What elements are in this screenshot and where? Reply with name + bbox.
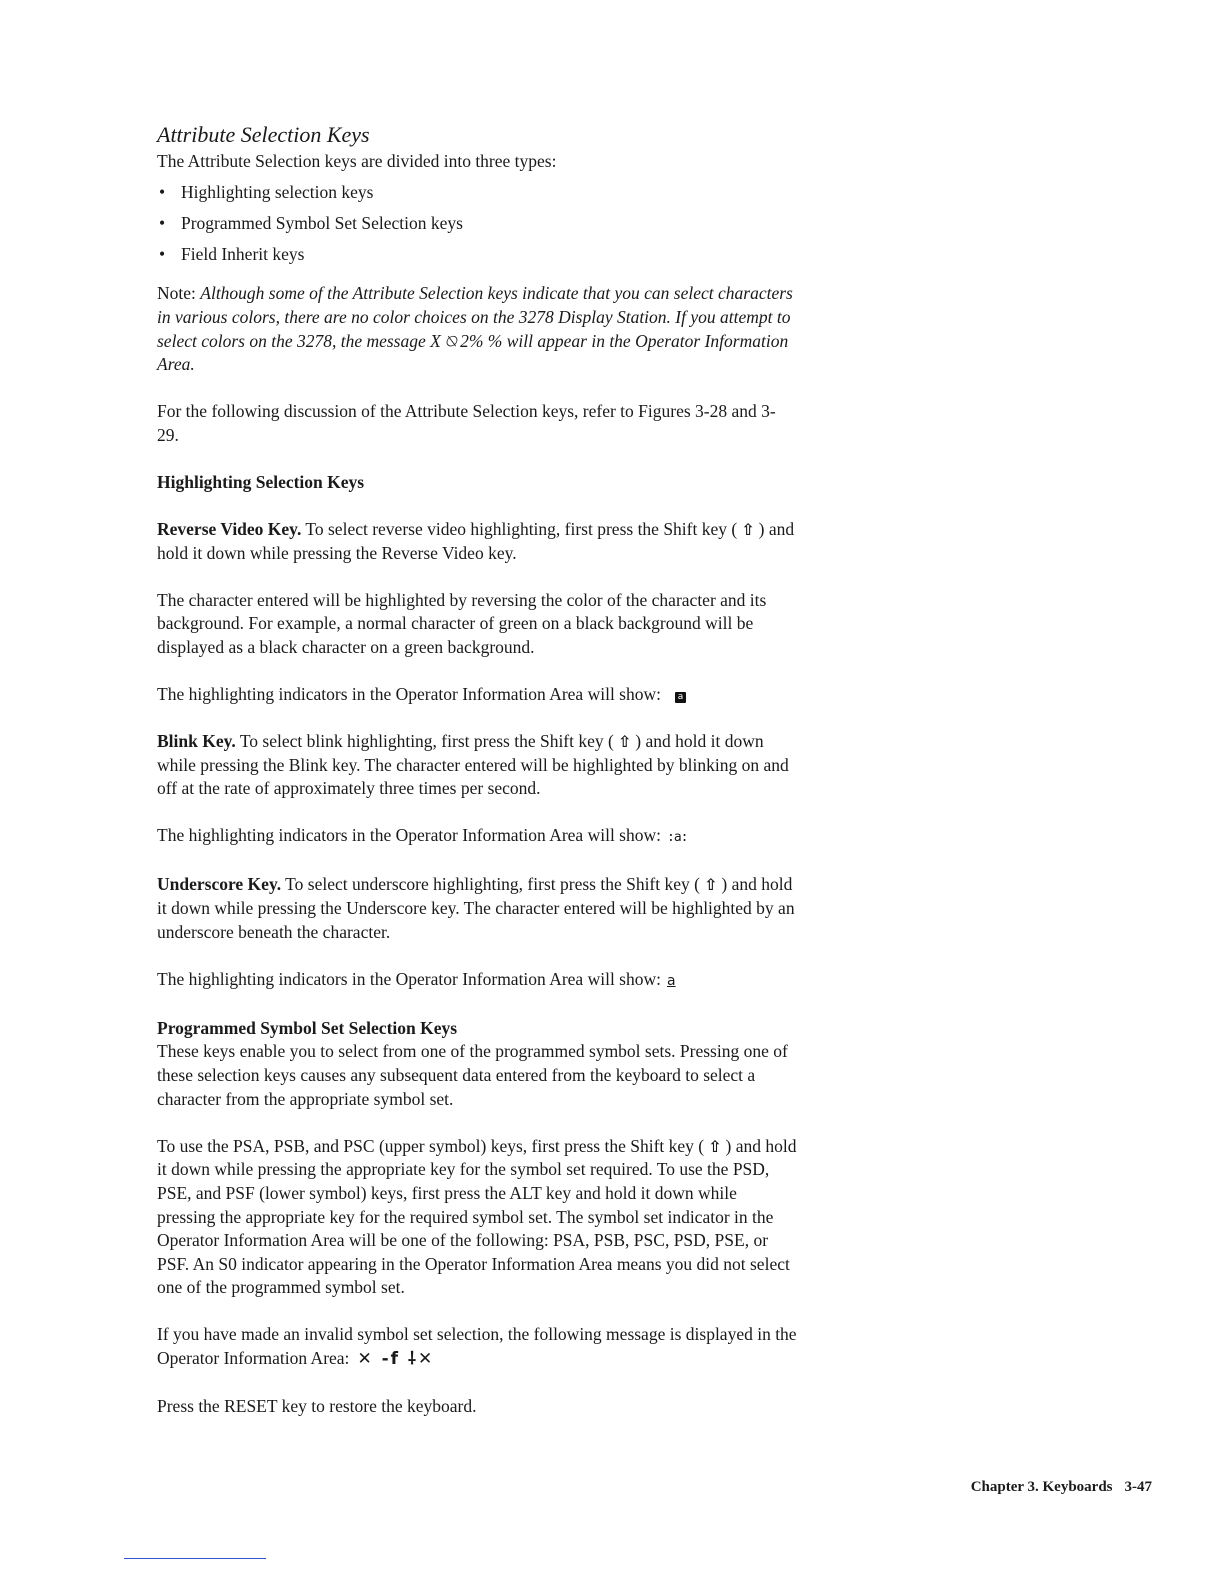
- discussion-paragraph: For the following discussion of the Attribute Selection keys, refer to Figures 3-28 and 3-29.: [157, 401, 776, 445]
- shift-key-icon: ⇧: [741, 520, 755, 540]
- reverse-video-paragraph: [157, 518, 797, 565]
- reverse-video-text-a: To select reverse video highlighting, first press the Shift key (: [305, 519, 738, 540]
- list-item: • Highlighting selection keys: [157, 181, 797, 205]
- footer-chapter: Chapter 3. Keyboards: [970, 1479, 1113, 1495]
- page-footer: [971, 1479, 1152, 1496]
- underscore-key-label: Underscore Key.: [157, 874, 282, 895]
- pss-paragraph-1: These keys enable you to select from one of the programmed symbol sets. Pressing one of these selection keys causes any subsequent data entered from the keyboard to select a character from the appropriate symbol set.: [157, 1041, 788, 1109]
- shift-key-icon: ⇧: [703, 875, 718, 895]
- pss-text-b: ) and hold it down while pressing the appropriate key for the symbol set required. To use the PSD, PSE, and PSF (lower symbol) keys, first press the ALT key and hold it down while pressing the appropriate key for the required symbol set. The symbol set indicator in the Operator Information Area will be one of the following: PSA, PSB, PSC, PSD, PSE, or PSF. An S0 indicator appearing in the Operator Information Area means you did not select one of the programmed symbol set.: [157, 1135, 797, 1298]
- blink-indicator-line: [157, 824, 797, 850]
- underscore-text-a: To select underscore highlighting, first press the Shift key (: [285, 874, 700, 895]
- underscore-indicator-text: The highlighting indicators in the Operator Information Area will show:: [157, 968, 661, 989]
- shift-key-icon: ⇧: [708, 1136, 722, 1156]
- blink-text-a: To select blink highlighting, first press the Shift key (: [239, 731, 614, 752]
- invalid-selection-message-icon: ✕ -f ⸸✕: [357, 1348, 435, 1369]
- pss-paragraph-4: Press the RESET key to restore the keyboard.: [157, 1396, 477, 1417]
- underscore-text-b: ) and hold it down while pressing the Underscore key. The character entered will be highlighted by an underscore beneath the character.: [157, 874, 795, 942]
- pss-heading: Programmed Symbol Set Selection Keys: [157, 1017, 458, 1038]
- list-item: • Field Inherit keys: [157, 243, 797, 267]
- pss-paragraph-2: [157, 1135, 797, 1300]
- blink-paragraph: [157, 730, 797, 801]
- reverse-indicator-text: The highlighting indicators in the Operator Information Area will show:: [157, 684, 661, 704]
- list-item: • Programmed Symbol Set Selection keys: [157, 212, 797, 236]
- blink-key-label: Blink Key.: [157, 731, 236, 752]
- highlighting-heading: Highlighting Selection Keys: [157, 471, 365, 492]
- note-paragraph: [157, 282, 797, 376]
- underscore-paragraph: [157, 873, 797, 944]
- note-label: Note:: [157, 283, 196, 304]
- pss-paragraph-3: [157, 1323, 797, 1371]
- reverse-video-detail: The character entered will be highlighted by reversing the color of the character and its background. For example, a normal character of green on a black background will be displayed as a black character on a green background.: [157, 589, 767, 657]
- reverse-video-text-b: ) and hold it down while pressing the Reverse Video key.: [157, 519, 795, 563]
- document-page: [157, 122, 797, 1419]
- reverse-indicator-line: [157, 683, 797, 707]
- bottom-rule: [124, 1558, 266, 1559]
- note-text: Although some of the Attribute Selection keys indicate that you can select characters in various colors, there are no color choices on the 3278 Display Station. If you attempt to select colors on the 3278, the message: [157, 283, 793, 351]
- pss-invalid-text: If you have made an invalid symbol set selection, the following message is displayed in the Operator Information Area:: [157, 1324, 797, 1368]
- note-tail: will appear in the Operator Information Area.: [157, 330, 789, 375]
- pss-text-a: To use the PSA, PSB, and PSC (upper symbol) keys, first press the Shift key (: [157, 1135, 705, 1156]
- blink-indicator-icon: :a:: [667, 830, 688, 846]
- reverse-video-indicator-icon: a: [675, 692, 686, 703]
- underscore-indicator-line: [157, 968, 797, 994]
- note-message: X ⍉ 2% %: [430, 330, 503, 351]
- section-intro: The Attribute Selection keys are divided into three types:: [157, 151, 557, 171]
- blink-indicator-text: The highlighting indicators in the Operator Information Area will show:: [157, 825, 661, 846]
- blink-text-b: ) and hold it down while pressing the Blink key. The character entered will be highlighted by blinking on and off at the rate of approximately three times per second.: [157, 731, 789, 799]
- shift-key-icon: ⇧: [617, 732, 632, 752]
- section-title: Attribute Selection Keys: [157, 122, 370, 147]
- footer-page-number: 3-47: [1124, 1479, 1152, 1495]
- underscore-indicator-icon: a: [667, 972, 676, 989]
- attribute-types-list: [157, 181, 797, 267]
- reverse-video-key-label: Reverse Video Key.: [157, 519, 302, 540]
